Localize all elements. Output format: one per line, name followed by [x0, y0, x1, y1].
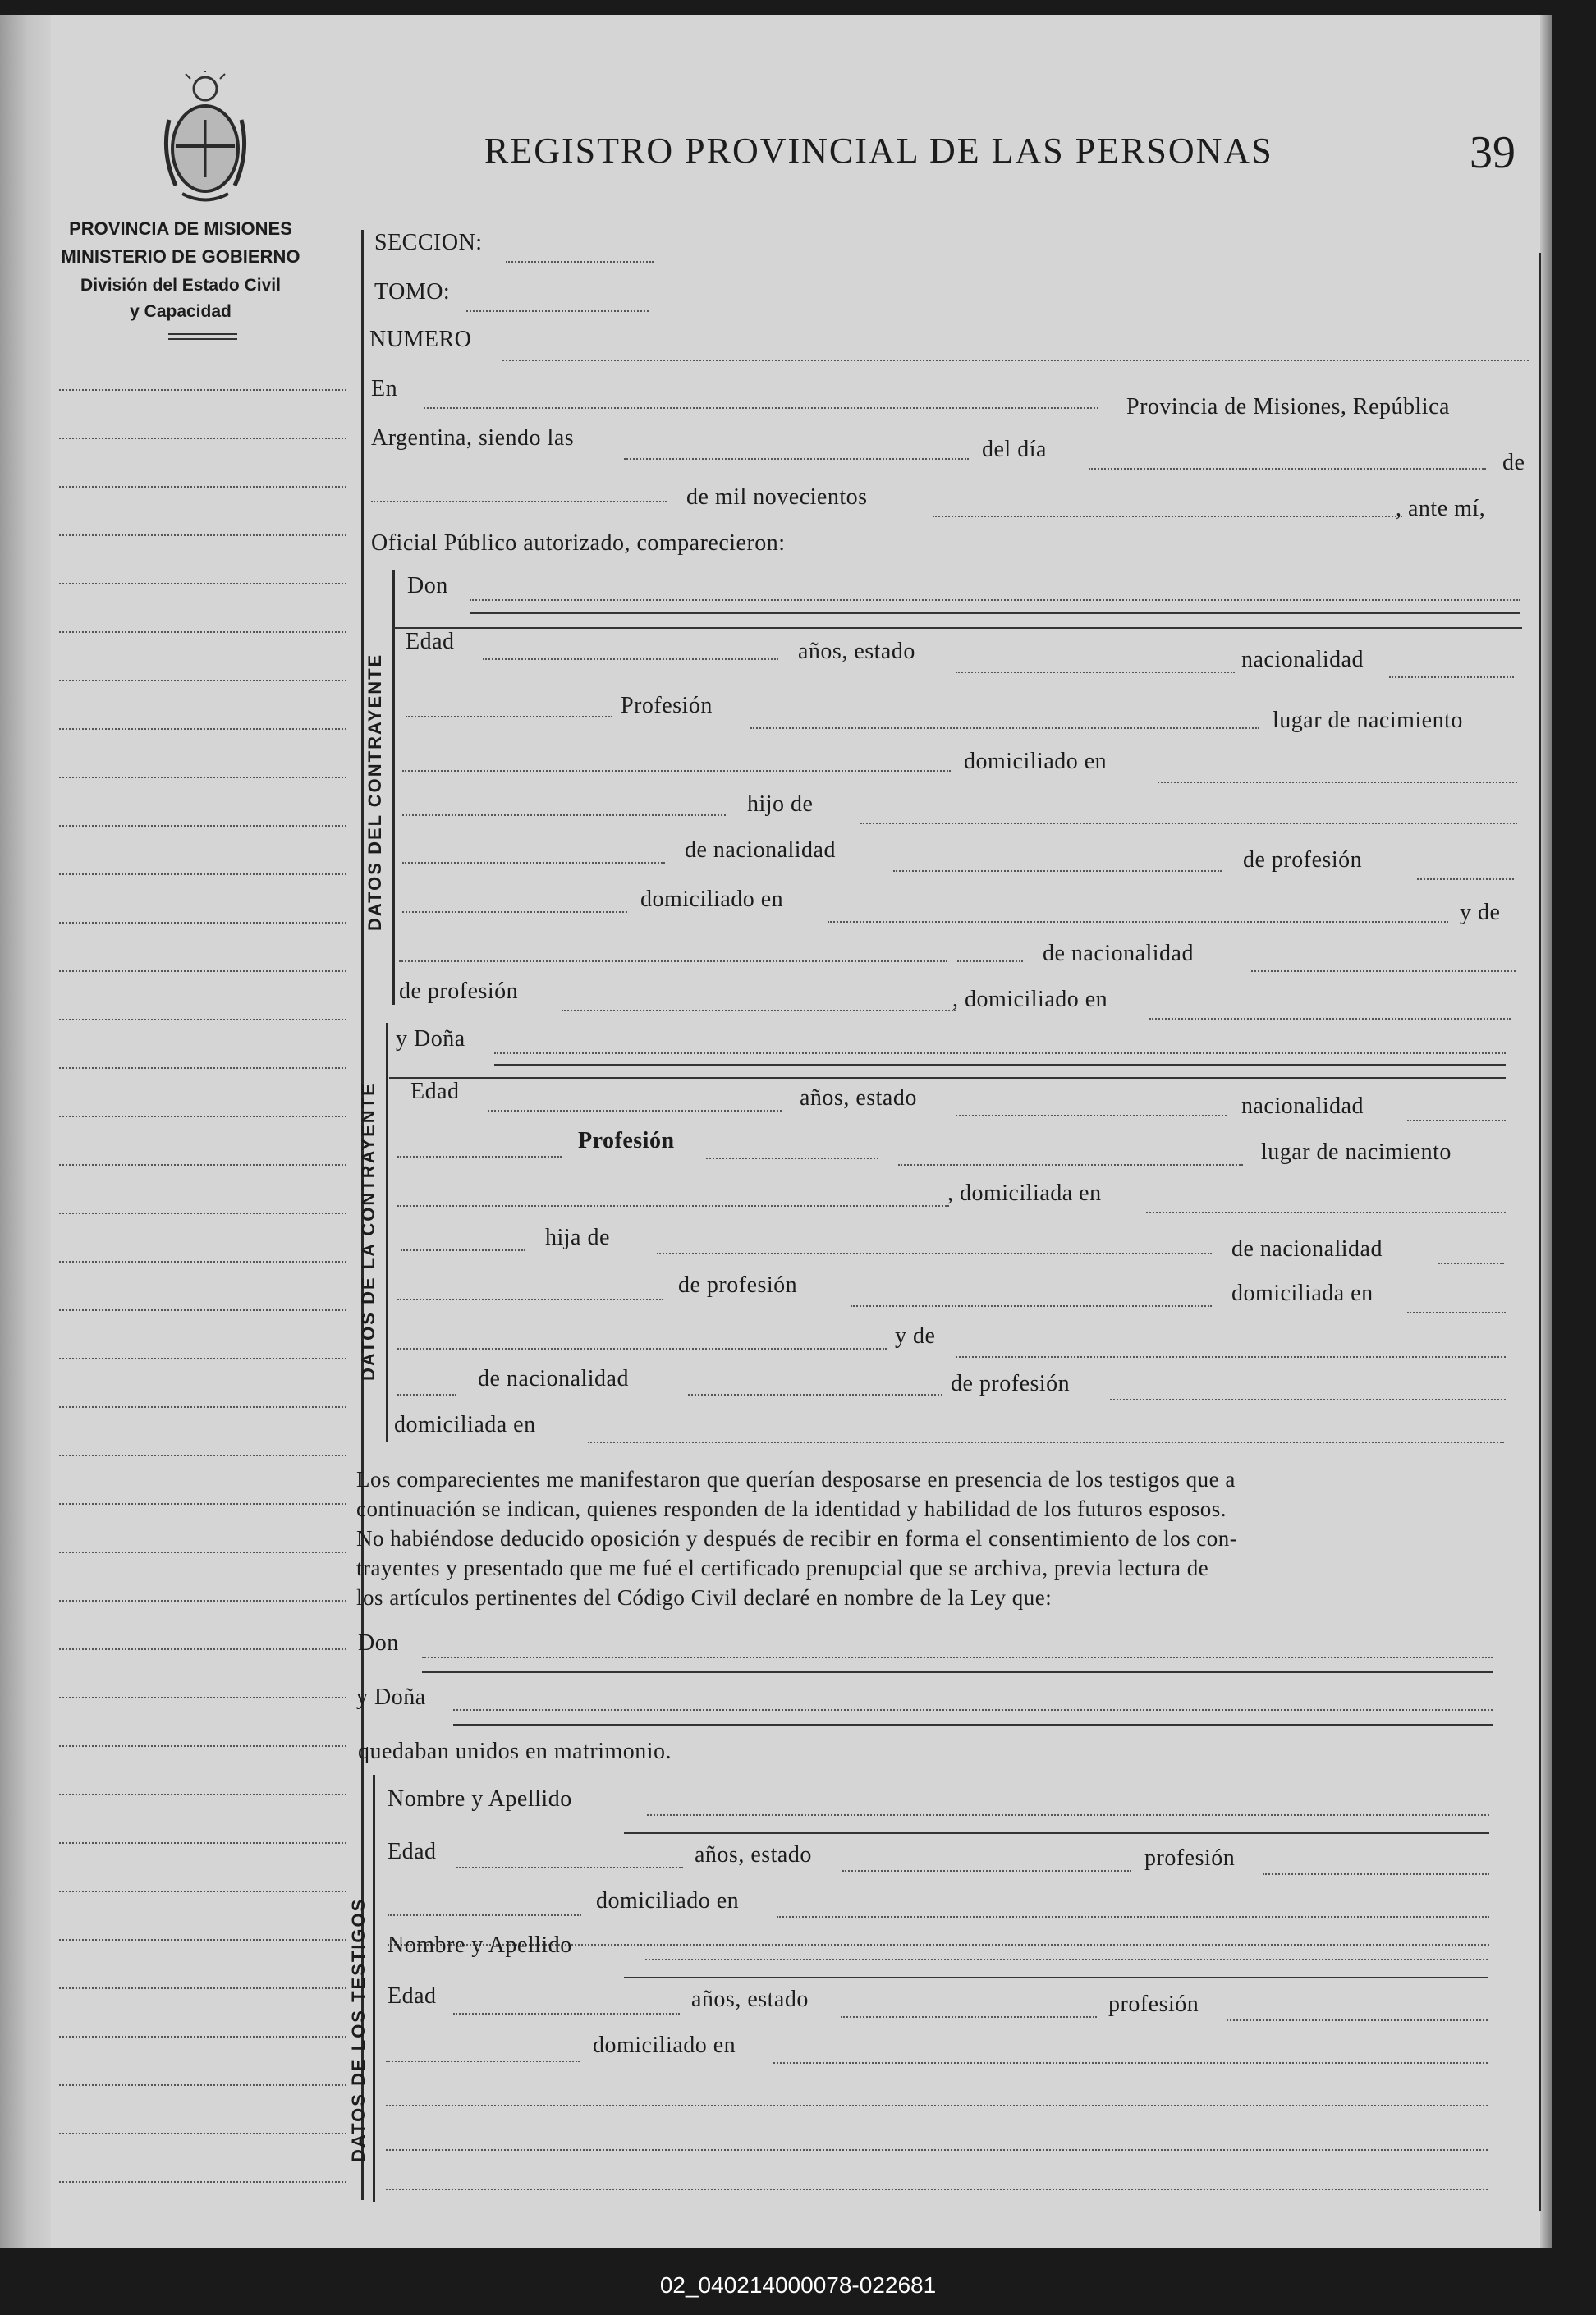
contrayente-padre-field[interactable] [860, 823, 1517, 824]
contrayente-f-edad-label: Edad [410, 1079, 460, 1104]
contrayente-f-top-rule [389, 1077, 1506, 1079]
testigo-extra-line-2[interactable] [386, 2149, 1488, 2151]
margin-line[interactable] [59, 631, 346, 633]
contrayente-don-label: Don [407, 573, 448, 598]
margin-line[interactable] [59, 1552, 346, 1553]
contrayente-f-nacionalidad-label: nacionalidad [1241, 1093, 1364, 1119]
contrayente-f-y-de-label: y de [895, 1323, 936, 1349]
margin-line[interactable] [59, 1164, 346, 1166]
margin-line[interactable] [59, 1648, 346, 1650]
testigo2-profesion-field-b[interactable] [386, 2061, 580, 2062]
testigo2-profesion-label: profesión [1108, 1992, 1199, 2017]
margin-line[interactable] [59, 825, 346, 827]
contrayente-f-lugar-label: lugar de nacimiento [1261, 1139, 1452, 1165]
contrayente-border [392, 570, 395, 1005]
contrayente-lugar-label: lugar de nacimiento [1273, 708, 1463, 733]
contrayente-f-madre-field-b[interactable] [397, 1394, 456, 1396]
contrayente-madre-field-b[interactable] [957, 960, 1023, 962]
book-spine [0, 15, 51, 2248]
contrayente-madre-nac-field[interactable] [1251, 970, 1516, 972]
register-page [0, 15, 1552, 2248]
margin-line[interactable] [59, 1842, 346, 1844]
contrayente-name-line [470, 612, 1520, 614]
contrayente-y-de-label: y de [1460, 900, 1501, 925]
mes-field[interactable] [371, 501, 667, 502]
contrayente-madre-prof-label: de profesión [399, 979, 519, 1004]
contrayente-padre-dom-field[interactable] [828, 921, 1448, 923]
argentina-text: Argentina, siendo las [371, 425, 575, 451]
contrayente-hijo-de-label: hijo de [747, 791, 814, 817]
contrayente-f-estado-field[interactable] [956, 1115, 1227, 1116]
margin-line[interactable] [59, 534, 346, 536]
org-line-province: PROVINCIA DE MISIONES [69, 218, 292, 239]
en-field[interactable] [424, 407, 1098, 409]
margin-line[interactable] [59, 1939, 346, 1941]
contrayente-f-padre-dom-field-b[interactable] [397, 1348, 887, 1350]
margin-line[interactable] [59, 970, 346, 972]
paragraph-dona-field[interactable] [453, 1709, 1493, 1711]
paragraph-line-5: los artículos pertinentes del Código Civil declaré en nombre de la Ley que: [356, 1585, 1053, 1610]
contrayente-estado-label: años, estado [798, 639, 915, 664]
testigo-extra-line-1[interactable] [386, 2105, 1488, 2106]
contrayente-f-name-field[interactable] [494, 1052, 1506, 1054]
contrayente-padre-nac-label: de nacionalidad [685, 837, 836, 863]
contrayente-name-field[interactable] [470, 599, 1520, 601]
margin-line[interactable] [59, 777, 346, 778]
margin-line[interactable] [59, 1987, 346, 1989]
testigos-border [373, 1775, 375, 2202]
oficial-text: Oficial Público autorizado, comparecieron: [371, 530, 786, 556]
main-right-border [1539, 253, 1541, 2211]
contrayente-f-madre-nac-label: de nacionalidad [478, 1366, 629, 1391]
ante-mi-text: , ante mí, [1396, 496, 1486, 521]
testigo2-estado-field[interactable] [841, 2016, 1097, 2018]
margin-line[interactable] [59, 389, 346, 391]
contrayente-f-padre-nac-label: de nacionalidad [1231, 1236, 1383, 1262]
page-edge [1540, 15, 1552, 2248]
contrayente-profesion-field-a[interactable] [406, 716, 612, 717]
contrayente-edad-label: Edad [406, 629, 455, 654]
margin-line[interactable] [59, 1891, 346, 1892]
numero-label: NUMERO [369, 327, 472, 352]
contrayente-madre-prof-field[interactable] [562, 1010, 956, 1011]
testigo2-edad-field[interactable] [453, 2013, 680, 2015]
contrayente-f-edad-field[interactable] [488, 1110, 782, 1112]
en-label: En [371, 376, 398, 401]
hora-field[interactable] [624, 458, 969, 460]
contrayente-f-padre-nac-field-b[interactable] [397, 1299, 663, 1300]
contrayente-f-padre-nac-field[interactable] [1438, 1263, 1504, 1264]
org-line-capacity: y Capacidad [130, 302, 232, 321]
contrayente-f-border [386, 1023, 388, 1442]
contrayente-padre-prof-field[interactable] [1417, 878, 1514, 880]
contrayente-f-profesion-field-b[interactable] [898, 1164, 1243, 1166]
contrayente-profesion-label: Profesión [621, 693, 713, 718]
contrayente-f-madre-prof-label: de profesión [951, 1371, 1071, 1396]
margin-line[interactable] [59, 1600, 346, 1602]
margin-line[interactable] [59, 2181, 346, 2183]
contrayente-madre-dom-field[interactable] [1149, 1018, 1511, 1020]
paragraph-line-3: No habiéndose deducido oposición y después de recibir en forma el consentimiento de los con- [356, 1526, 1238, 1551]
de-mil-label: de mil novecientos [686, 484, 868, 510]
margin-line[interactable] [59, 1697, 346, 1698]
contrayente-madre-field[interactable] [399, 960, 947, 962]
margin-line[interactable] [59, 1455, 346, 1456]
contrayente-edad-field[interactable] [483, 658, 778, 660]
del-dia-label: del día [982, 437, 1047, 462]
margin-line[interactable] [59, 1406, 346, 1408]
contrayente-domiciliado-label: domiciliado en [964, 749, 1108, 774]
paragraph-line-4: trayentes y presentado que me fué el certificado prenupcial que se archiva, previa lectura de [356, 1556, 1209, 1580]
contrayente-f-madre-dom-label: domiciliada en [394, 1412, 536, 1437]
provincia-text: Provincia de Misiones, República [1126, 394, 1450, 419]
contrayente-padre-field-b[interactable] [402, 862, 665, 864]
contrayente-madre-nac-label: de nacionalidad [1043, 941, 1194, 966]
contrayente-padre-dom-label: domiciliado en [640, 887, 784, 912]
testigo1-nombre-label: Nombre y Apellido [388, 1786, 572, 1812]
contrayente-f-nacionalidad-field[interactable] [1407, 1120, 1506, 1121]
contrayente-f-domicilio-field[interactable] [1146, 1212, 1506, 1213]
contrayente-padre-prof-label: de profesión [1243, 847, 1363, 873]
de-label: de [1502, 450, 1525, 475]
contrayente-top-rule [394, 627, 1522, 629]
contrayente-f-domiciliada-label: , domiciliada en [947, 1180, 1102, 1206]
margin-line[interactable] [59, 2084, 346, 2086]
contrayente-f-profesion-field[interactable] [706, 1158, 878, 1159]
paragraph-dona-line [453, 1724, 1493, 1726]
contrayente-lugar-field[interactable] [402, 770, 951, 772]
testigo2-domiciliado-label: domiciliado en [593, 2033, 736, 2058]
testigo2-profesion-field[interactable] [1227, 2019, 1488, 2021]
paragraph-line-2: continuación se indican, quienes responden de la identidad y habilidad de los futuros esposos. [356, 1497, 1227, 1521]
margin-line[interactable] [59, 1019, 346, 1020]
margin-line[interactable] [59, 438, 346, 439]
contrayente-f-padre-prof-label: de profesión [678, 1272, 798, 1298]
coat-of-arms-emblem [158, 71, 253, 210]
contrayente-f-padre-field[interactable] [657, 1253, 1212, 1254]
testigo2-nombre-label: Nombre y Apellido [388, 1932, 572, 1958]
contrayente-f-madre-prof-field[interactable] [1110, 1399, 1506, 1400]
margin-line[interactable] [59, 1503, 346, 1505]
testigo1-estado-field[interactable] [842, 1870, 1131, 1872]
margin-line[interactable] [59, 1116, 346, 1117]
seccion-field[interactable] [506, 261, 654, 263]
dia-field[interactable] [1089, 468, 1486, 470]
paragraph-dona-label: y Doña [356, 1685, 426, 1710]
contrayente-f-estado-label: años, estado [800, 1085, 917, 1111]
testigo1-edad-label: Edad [388, 1839, 437, 1864]
contrayente-f-profesion-label: Profesión [578, 1128, 675, 1153]
testigo1-domicilio-field[interactable] [777, 1916, 1489, 1918]
contrayente-f-padre-prof-field[interactable] [851, 1305, 1212, 1307]
margin-line[interactable] [59, 1261, 346, 1263]
margin-line[interactable] [59, 2036, 346, 2038]
margin-line[interactable] [59, 1794, 346, 1795]
testigo2-estado-label: años, estado [691, 1987, 809, 2012]
contrayente-side-label: DATOS DEL CONTRAYENTE [365, 653, 385, 931]
margin-line[interactable] [59, 2133, 346, 2134]
numero-field[interactable] [502, 360, 1529, 361]
testigo1-nombre-field[interactable] [647, 1814, 1489, 1816]
paragraph-quedaban: quedaban unidos en matrimonio. [358, 1739, 672, 1764]
contrayente-f-side-label: DATOS DE LA CONTRAYENTE [358, 1082, 378, 1381]
contrayente-f-padre-dom-label: domiciliada en [1231, 1281, 1374, 1306]
contrayente-f-hija-de-label: hija de [545, 1225, 610, 1250]
margin-line[interactable] [59, 1309, 346, 1311]
testigo2-domicilio-field[interactable] [773, 2062, 1488, 2064]
contrayente-profesion-field[interactable] [750, 727, 1259, 729]
paragraph-line-1: Los comparecientes me manifestaron que querían desposarse en presencia de los testigos que a [356, 1467, 1236, 1492]
testigo2-edad-label: Edad [388, 1983, 437, 2009]
contrayente-madre-dom-label: , domiciliado en [952, 987, 1108, 1012]
paragraph-don-field[interactable] [422, 1657, 1493, 1658]
contrayente-f-profesion-field-a[interactable] [397, 1156, 562, 1158]
testigo2-nombre-line [624, 1977, 1488, 1978]
contrayente-estado-field[interactable] [956, 672, 1235, 673]
margin-line[interactable] [59, 1067, 346, 1069]
contrayente-f-lugar-field[interactable] [397, 1205, 949, 1207]
seccion-label: SECCION: [374, 230, 483, 255]
contrayente-domicilio-field[interactable] [1158, 782, 1517, 783]
testigo1-profesion-label: profesión [1144, 1845, 1236, 1871]
contrayente-padre-prof-field-b[interactable] [402, 911, 627, 913]
margin-line[interactable] [59, 486, 346, 488]
testigo1-edad-field[interactable] [456, 1867, 683, 1868]
org-underline [168, 333, 237, 335]
testigo2-nombre-field[interactable] [645, 1959, 1488, 1960]
margin-line[interactable] [59, 583, 346, 584]
contrayente-f-madre-nac-field[interactable] [688, 1394, 942, 1396]
contrayente-f-name-line [494, 1064, 1506, 1066]
contrayente-f-domicilio-field-b[interactable] [401, 1249, 525, 1251]
contrayente-f-dona-label: y Doña [396, 1026, 466, 1052]
org-line-ministry: MINISTERIO DE GOBIERNO [61, 246, 300, 267]
testigo1-profesion-field[interactable] [1263, 1873, 1489, 1875]
margin-line[interactable] [59, 1745, 346, 1747]
testigo1-profesion-field-b[interactable] [388, 1914, 581, 1916]
contrayente-domicilio-field-b[interactable] [402, 814, 726, 816]
file-id-caption: 02_040214000078-022681 [659, 2272, 937, 2298]
margin-line[interactable] [59, 873, 346, 875]
org-underline-2 [168, 338, 237, 340]
page-title: REGISTRO PROVINCIAL DE LAS PERSONAS [484, 131, 1273, 171]
margin-line[interactable] [59, 922, 346, 924]
tomo-field[interactable] [466, 310, 649, 312]
testigo1-domiciliado-label: domiciliado en [596, 1888, 740, 1914]
margin-line[interactable] [59, 1358, 346, 1359]
tomo-label: TOMO: [374, 279, 451, 305]
contrayente-nacionalidad-field[interactable] [1389, 676, 1514, 678]
testigo1-nombre-line [624, 1832, 1489, 1834]
testigo-extra-line-3[interactable] [386, 2189, 1488, 2190]
contrayente-f-madre-field[interactable] [956, 1356, 1506, 1358]
contrayente-f-padre-dom-field[interactable] [1407, 1312, 1506, 1313]
margin-line[interactable] [59, 1213, 346, 1214]
contrayente-nacionalidad-label: nacionalidad [1241, 647, 1364, 672]
ano-field[interactable] [933, 516, 1402, 517]
paragraph-don-label: Don [358, 1630, 399, 1656]
org-line-division: División del Estado Civil [80, 276, 281, 295]
testigo1-estado-label: años, estado [695, 1842, 812, 1868]
page-number: 39 [1470, 127, 1516, 178]
contrayente-f-madre-dom-field[interactable] [588, 1442, 1504, 1443]
margin-line[interactable] [59, 728, 346, 730]
contrayente-padre-nac-field[interactable] [893, 870, 1222, 872]
margin-line[interactable] [59, 680, 346, 681]
testigos-side-label: DATOS DE LOS TESTIGOS [348, 1897, 369, 2162]
paragraph-don-line [422, 1671, 1493, 1673]
